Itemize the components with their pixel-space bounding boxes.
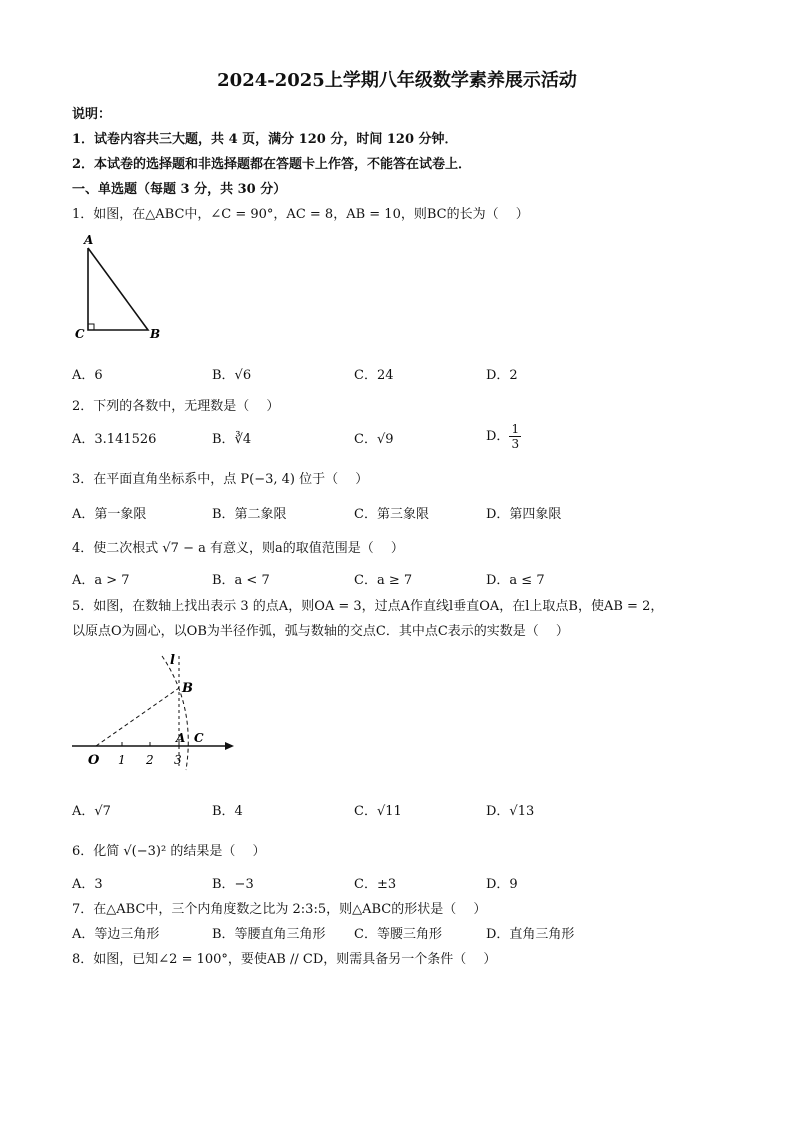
notes-line-1: 1．试卷内容共三大题，共 4 页，满分 120 分，时间 120 分钟． (72, 132, 458, 147)
notes-heading: 说明： (72, 107, 112, 122)
question-4-option-c[interactable]: C．a ≥ 7 (354, 573, 413, 588)
vertex-c-label: C (75, 327, 85, 341)
fraction-one-third (509, 422, 521, 451)
question-6-option-c[interactable]: C．±3 (354, 877, 397, 892)
question-4-stem: 4．使二次根式 √7 − a 有意义，则a的取值范围是（ ） (72, 541, 404, 556)
question-1-option-b[interactable]: B．√6 (212, 368, 252, 383)
question-1-option-a[interactable]: A．6 (72, 368, 103, 383)
vertex-b-label: B (150, 327, 161, 341)
label-a: A (176, 731, 186, 745)
question-3-option-b[interactable]: B．第二象限 (212, 507, 287, 522)
question-7-option-b[interactable]: B．等腰直角三角形 (212, 927, 326, 942)
question-5-option-a[interactable]: A．√7 (72, 804, 111, 819)
question-3-option-d[interactable]: D．第四象限 (486, 507, 562, 522)
question-3-option-c[interactable]: C．第三象限 (354, 507, 429, 522)
option-d-label: D． (486, 429, 510, 444)
label-tick-1: 1 (118, 753, 126, 767)
question-5-stem-line-2: 以原点O为圆心，以OB为半径作弧，弧与数轴的交点C．其中点C表示的实数是（ ） (72, 624, 569, 639)
question-3-stem: 3．在平面直角坐标系中，点 P(−3, 4) 位于（ ） (72, 472, 369, 487)
section-heading: 一、单选题（每题 3 分，共 30 分） (72, 182, 287, 197)
segment-ob (96, 688, 179, 746)
question-1-option-c[interactable]: C．24 (354, 368, 394, 383)
question-2-option-c[interactable]: C．√9 (354, 432, 394, 447)
label-o: O (88, 753, 100, 768)
question-5-stem-line-1: 5．如图，在数轴上找出表示 3 的点A，则OA = 3，过点A作直线l垂直OA，在l上取点B，使AB = 2， (72, 599, 664, 614)
label-b: B (182, 681, 193, 696)
question-2-stem: 2．下列的各数中，无理数是（ ） (72, 399, 280, 414)
question-5-option-c[interactable]: C．√11 (354, 804, 402, 819)
page-title: 2024-2025上学期八年级数学素养展示活动 (217, 70, 577, 91)
question-4-option-b[interactable]: B．a < 7 (212, 573, 270, 588)
triangle-abc (88, 248, 148, 330)
question-5-number-line-figure (70, 650, 250, 775)
question-3-option-a[interactable]: A．第一象限 (72, 507, 147, 522)
fraction-numerator: 1 (511, 422, 520, 436)
question-5-option-d[interactable]: D．√13 (486, 804, 535, 819)
vertex-a-label: A (84, 233, 94, 247)
right-angle-mark (88, 324, 94, 330)
notes-line-2: 2．本试卷的选择题和非选择题都在答题卡上作答，不能答在试卷上． (72, 157, 472, 172)
fraction-denominator: 3 (511, 437, 520, 451)
question-1-triangle-figure (70, 232, 170, 342)
question-2-option-a[interactable]: A．3.141526 (72, 432, 157, 447)
question-6-option-a[interactable]: A．3 (72, 877, 103, 892)
question-6-stem: 6．化简 √(−3)² 的结果是（ ） (72, 844, 266, 859)
question-8-stem: 8．如图，已知∠2 = 100°，要使AB // CD，则需具备另一个条件（ ） (72, 952, 497, 967)
question-1-stem: 1．如图，在△ABC中，∠C = 90°，AC = 8，AB = 10，则BC的长为（ ） (72, 207, 529, 222)
question-7-option-d[interactable]: D．直角三角形 (486, 927, 575, 942)
question-7-stem: 7．在△ABC中，三个内角度数之比为 2:3:5，则△ABC的形状是（ ） (72, 902, 487, 917)
question-1-option-d[interactable]: D．2 (486, 368, 518, 383)
label-tick-3: 3 (174, 753, 182, 767)
question-4-option-a[interactable]: A．a > 7 (72, 573, 130, 588)
label-c: C (194, 731, 204, 745)
question-2-option-b[interactable]: B．∛4 (212, 432, 252, 447)
question-6-option-b[interactable]: B．−3 (212, 877, 254, 892)
question-2-option-d[interactable] (486, 422, 521, 451)
axis-arrow (225, 742, 234, 750)
label-tick-2: 2 (146, 753, 154, 767)
question-6-option-d[interactable]: D．9 (486, 877, 518, 892)
question-7-option-c[interactable]: C．等腰三角形 (354, 927, 442, 942)
question-7-option-a[interactable]: A．等边三角形 (72, 927, 160, 942)
question-5-option-b[interactable]: B．4 (212, 804, 243, 819)
question-4-option-d[interactable]: D．a ≤ 7 (486, 573, 545, 588)
label-l: l (170, 653, 175, 668)
